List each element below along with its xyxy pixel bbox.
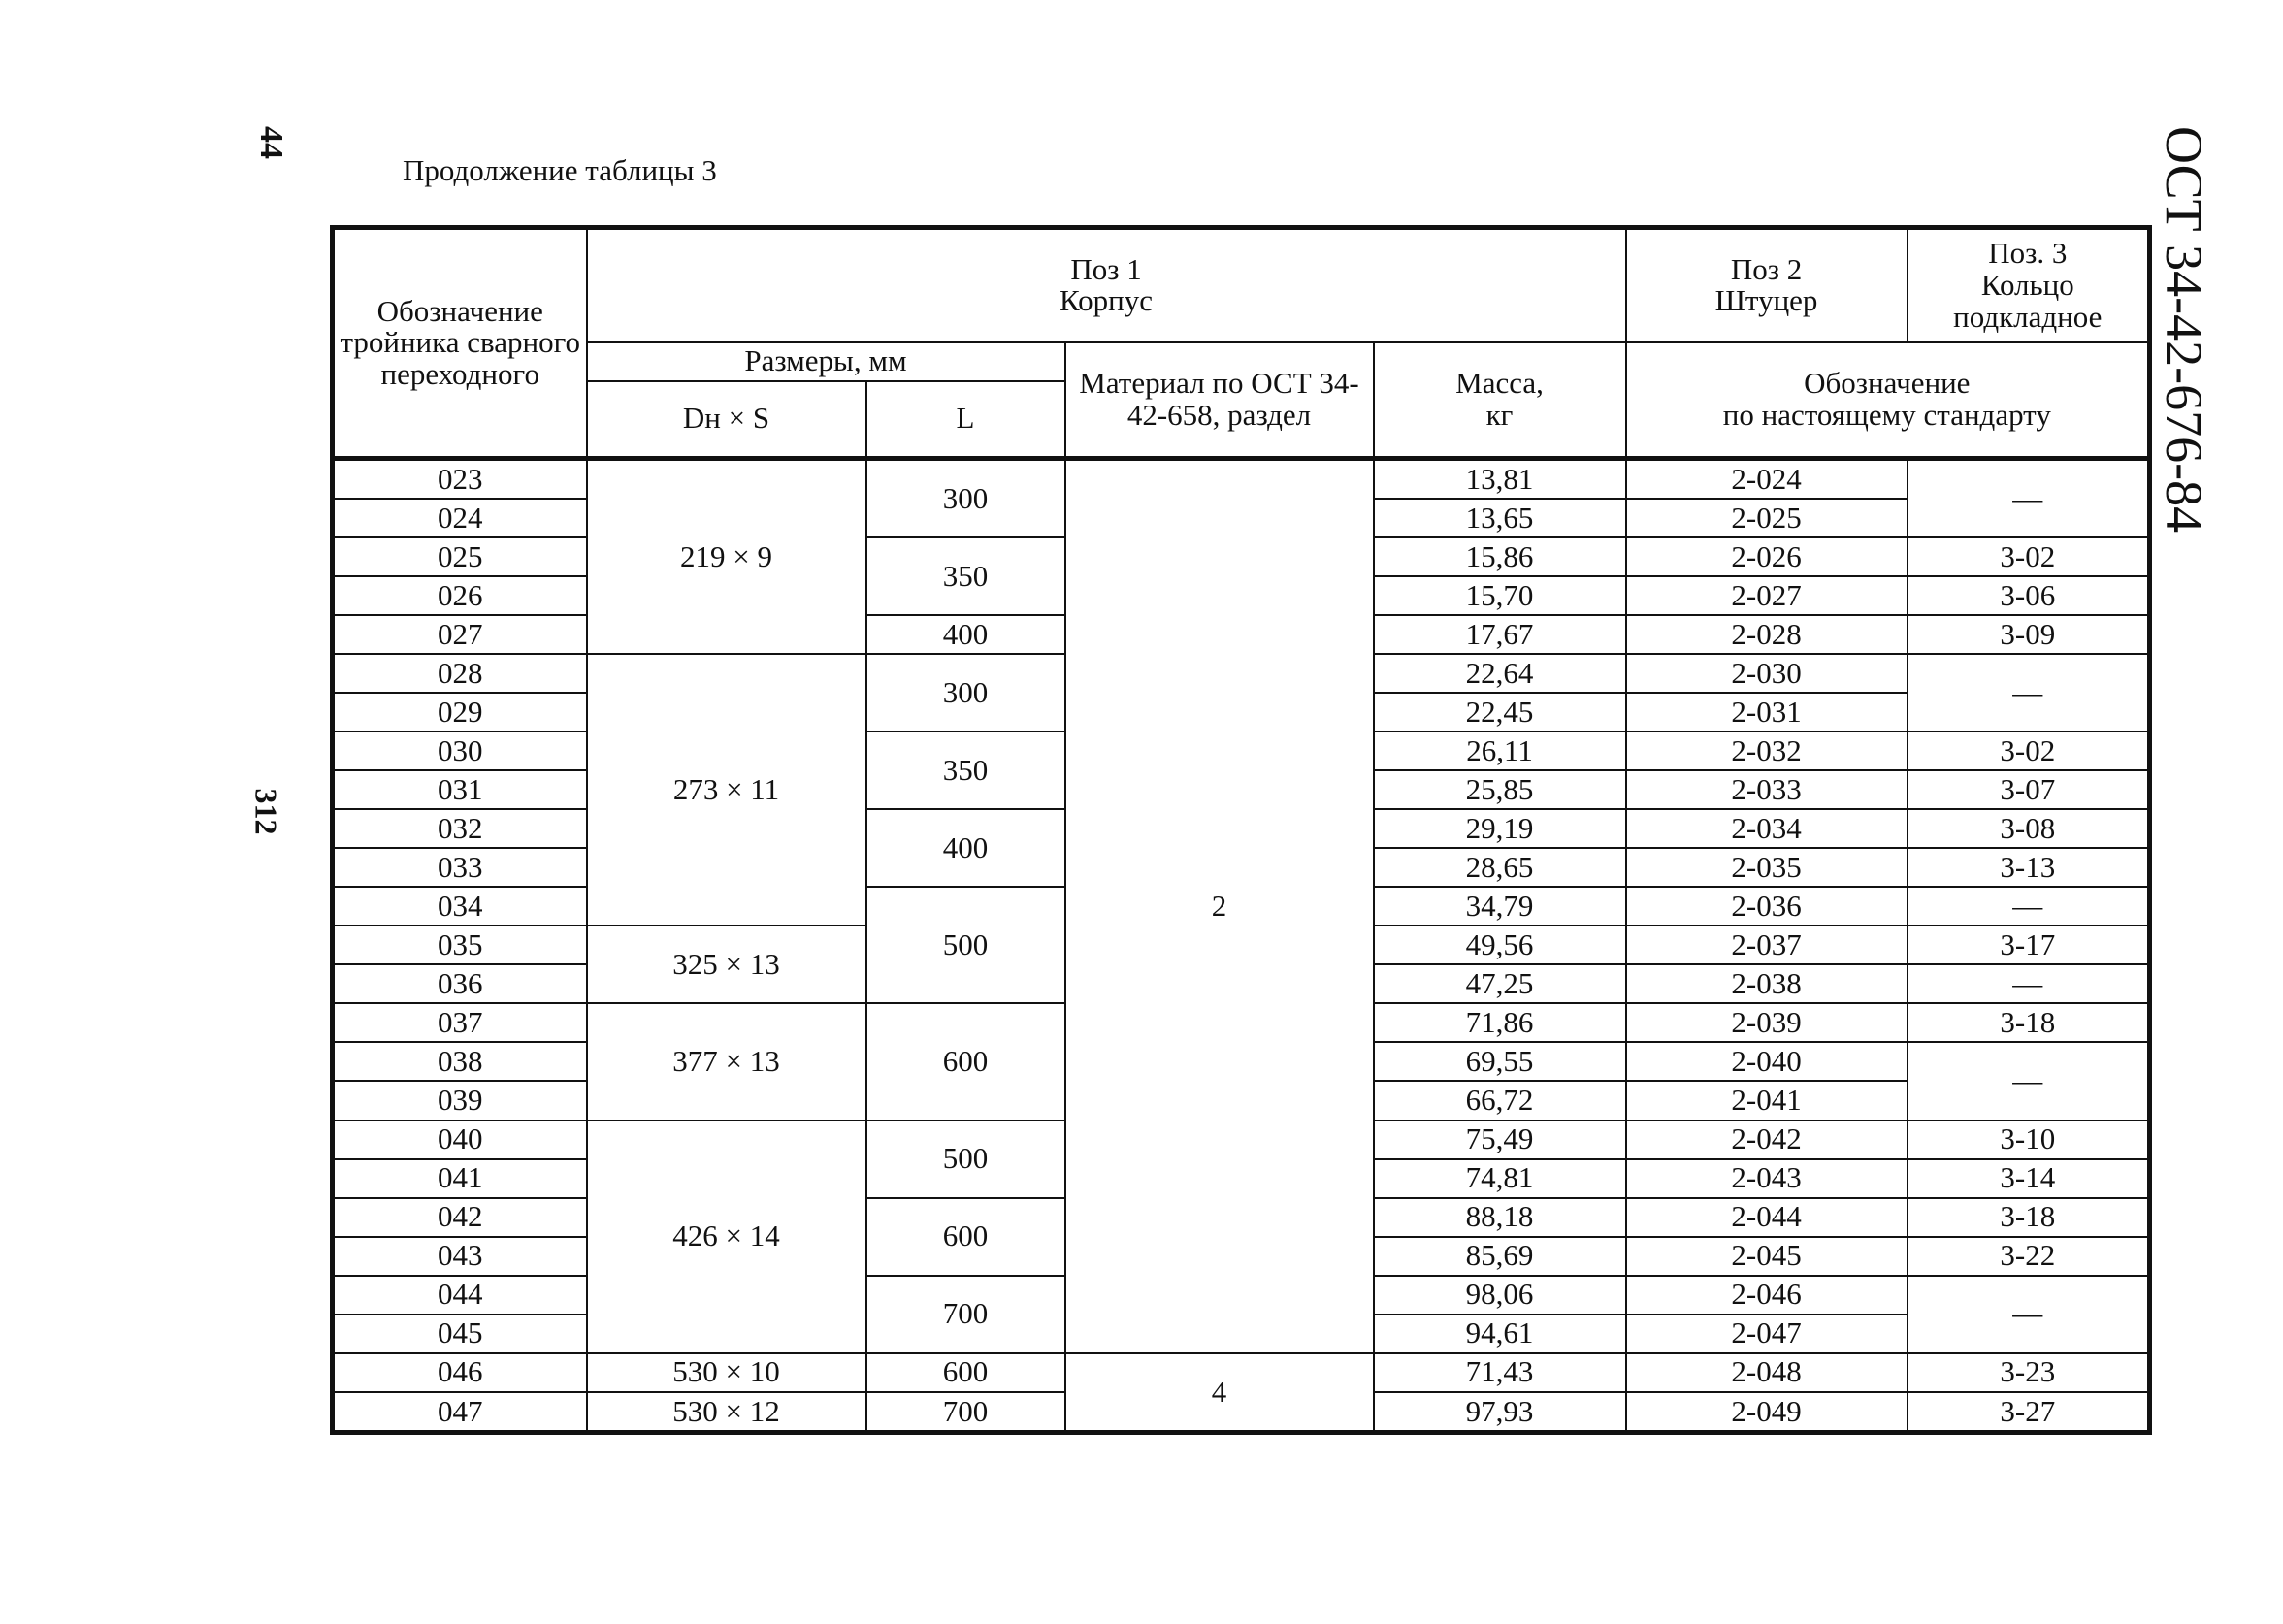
cell-mass: 69,55	[1374, 1042, 1626, 1081]
cell-code: 035	[333, 926, 587, 964]
cell-l: 500	[866, 1121, 1065, 1198]
cell-pos2: 2-032	[1626, 731, 1908, 770]
cell-code: 024	[333, 499, 587, 537]
cell-l: 500	[866, 887, 1065, 1003]
cell-l: 350	[866, 537, 1065, 615]
cell-pos2: 2-046	[1626, 1276, 1908, 1315]
cell-mass: 74,81	[1374, 1159, 1626, 1198]
cell-pos2: 2-041	[1626, 1081, 1908, 1120]
cell-pos3: 3-09	[1908, 615, 2150, 654]
cell-code: 043	[333, 1237, 587, 1276]
cell-pos3: 3-02	[1908, 731, 2150, 770]
cell-mass: 98,06	[1374, 1276, 1626, 1315]
cell-code: 044	[333, 1276, 587, 1315]
cell-mass: 71,86	[1374, 1003, 1626, 1042]
cell-mass: 28,65	[1374, 848, 1626, 887]
cell-l: 600	[866, 1003, 1065, 1120]
cell-pos3: —	[1908, 1276, 2150, 1353]
cell-pos2: 2-039	[1626, 1003, 1908, 1042]
cell-code: 029	[333, 693, 587, 731]
cell-code: 023	[333, 459, 587, 500]
cell-pos2: 2-037	[1626, 926, 1908, 964]
cell-dn-s: 273 × 11	[587, 654, 866, 926]
cell-l: 700	[866, 1392, 1065, 1433]
cell-code: 047	[333, 1392, 587, 1433]
cell-mass: 34,79	[1374, 887, 1626, 926]
cell-dn-s: 530 × 12	[587, 1392, 866, 1433]
cell-l: 600	[866, 1353, 1065, 1392]
cell-code: 033	[333, 848, 587, 887]
cell-pos3: 3-06	[1908, 576, 2150, 615]
cell-code: 041	[333, 1159, 587, 1198]
cell-mass: 49,56	[1374, 926, 1626, 964]
cell-pos3: 3-02	[1908, 537, 2150, 576]
header-pos1: Поз 1 Корпус	[587, 228, 1626, 342]
cell-code: 042	[333, 1198, 587, 1237]
cell-mass: 25,85	[1374, 770, 1626, 809]
cell-mass: 75,49	[1374, 1121, 1626, 1159]
cell-pos2: 2-036	[1626, 887, 1908, 926]
page-number-side: 312	[248, 788, 284, 835]
cell-mass: 22,64	[1374, 654, 1626, 693]
cell-mass: 17,67	[1374, 615, 1626, 654]
cell-l: 700	[866, 1276, 1065, 1353]
cell-mass: 26,11	[1374, 731, 1626, 770]
cell-mass: 47,25	[1374, 964, 1626, 1003]
cell-pos3: 3-18	[1908, 1198, 2150, 1237]
cell-mass: 94,61	[1374, 1315, 1626, 1353]
cell-dn-s: 530 × 10	[587, 1353, 866, 1392]
cell-pos2: 2-035	[1626, 848, 1908, 887]
cell-dn-s: 377 × 13	[587, 1003, 866, 1120]
cell-mass: 13,81	[1374, 459, 1626, 500]
cell-pos2: 2-033	[1626, 770, 1908, 809]
cell-pos3: —	[1908, 887, 2150, 926]
cell-dn-s: 426 × 14	[587, 1121, 866, 1353]
page-number-top: 44	[253, 126, 289, 159]
cell-code: 040	[333, 1121, 587, 1159]
cell-code: 036	[333, 964, 587, 1003]
cell-code: 026	[333, 576, 587, 615]
cell-pos2: 2-049	[1626, 1392, 1908, 1433]
cell-code: 030	[333, 731, 587, 770]
cell-pos2: 2-047	[1626, 1315, 1908, 1353]
cell-pos2: 2-034	[1626, 809, 1908, 848]
cell-pos3: 3-13	[1908, 848, 2150, 887]
header-pos2: Поз 2 Штуцер	[1626, 228, 1908, 342]
cell-l: 300	[866, 654, 1065, 731]
cell-pos3: 3-27	[1908, 1392, 2150, 1433]
cell-code: 034	[333, 887, 587, 926]
cell-pos3: 3-07	[1908, 770, 2150, 809]
cell-code: 031	[333, 770, 587, 809]
cell-mass: 71,43	[1374, 1353, 1626, 1392]
cell-code: 032	[333, 809, 587, 848]
header-material: Материал по ОСТ 34-42-658, раздел	[1065, 342, 1374, 459]
cell-pos3: 3-17	[1908, 926, 2150, 964]
cell-pos2: 2-028	[1626, 615, 1908, 654]
cell-code: 037	[333, 1003, 587, 1042]
cell-pos2: 2-048	[1626, 1353, 1908, 1392]
cell-pos3: 3-18	[1908, 1003, 2150, 1042]
cell-pos2: 2-045	[1626, 1237, 1908, 1276]
cell-pos3: 3-08	[1908, 809, 2150, 848]
cell-code: 039	[333, 1081, 587, 1120]
header-dn-s: Dн × S	[587, 381, 866, 459]
header-sizes: Размеры, мм	[587, 342, 1065, 381]
cell-pos2: 2-030	[1626, 654, 1908, 693]
specification-table	[330, 225, 2152, 1435]
cell-pos2: 2-025	[1626, 499, 1908, 537]
cell-mass: 88,18	[1374, 1198, 1626, 1237]
cell-pos2: 2-043	[1626, 1159, 1908, 1198]
cell-pos3: 3-14	[1908, 1159, 2150, 1198]
cell-mass: 85,69	[1374, 1237, 1626, 1276]
cell-pos2: 2-026	[1626, 537, 1908, 576]
cell-dn-s: 219 × 9	[587, 459, 866, 655]
header-designation: Обозначение тройника сварного переходного	[333, 228, 587, 459]
cell-pos2: 2-044	[1626, 1198, 1908, 1237]
cell-pos2: 2-038	[1626, 964, 1908, 1003]
cell-l: 400	[866, 615, 1065, 654]
cell-pos2: 2-042	[1626, 1121, 1908, 1159]
cell-pos3: 3-22	[1908, 1237, 2150, 1276]
cell-mass: 13,65	[1374, 499, 1626, 537]
cell-pos2: 2-040	[1626, 1042, 1908, 1081]
cell-mass: 22,45	[1374, 693, 1626, 731]
cell-dn-s: 325 × 13	[587, 926, 866, 1003]
cell-l: 400	[866, 809, 1065, 887]
cell-code: 038	[333, 1042, 587, 1081]
document-code: ОСТ 34-42-676-84	[2155, 126, 2213, 534]
cell-pos2: 2-027	[1626, 576, 1908, 615]
cell-pos2: 2-031	[1626, 693, 1908, 731]
cell-mass: 15,86	[1374, 537, 1626, 576]
cell-l: 350	[866, 731, 1065, 809]
cell-material: 2	[1065, 459, 1374, 1353]
cell-code: 045	[333, 1315, 587, 1353]
cell-mass: 66,72	[1374, 1081, 1626, 1120]
header-mass: Масса, кг	[1374, 342, 1626, 459]
header-pos3: Поз. 3 Кольцо подкладное	[1908, 228, 2150, 342]
cell-pos3: 3-10	[1908, 1121, 2150, 1159]
cell-code: 025	[333, 537, 587, 576]
cell-mass: 97,93	[1374, 1392, 1626, 1433]
header-designation-standard: Обозначение по настоящему стандарту	[1626, 342, 2150, 459]
cell-l: 300	[866, 459, 1065, 538]
header-l: L	[866, 381, 1065, 459]
cell-material: 4	[1065, 1353, 1374, 1433]
cell-pos3: 3-23	[1908, 1353, 2150, 1392]
cell-code: 027	[333, 615, 587, 654]
cell-code: 028	[333, 654, 587, 693]
cell-pos3: —	[1908, 964, 2150, 1003]
cell-code: 046	[333, 1353, 587, 1392]
cell-mass: 29,19	[1374, 809, 1626, 848]
cell-pos3: —	[1908, 1042, 2150, 1120]
cell-mass: 15,70	[1374, 576, 1626, 615]
table-caption: Продолжение таблицы 3	[403, 153, 717, 187]
cell-pos2: 2-024	[1626, 459, 1908, 500]
cell-pos3: —	[1908, 459, 2150, 538]
cell-pos3: —	[1908, 654, 2150, 731]
cell-l: 600	[866, 1198, 1065, 1276]
